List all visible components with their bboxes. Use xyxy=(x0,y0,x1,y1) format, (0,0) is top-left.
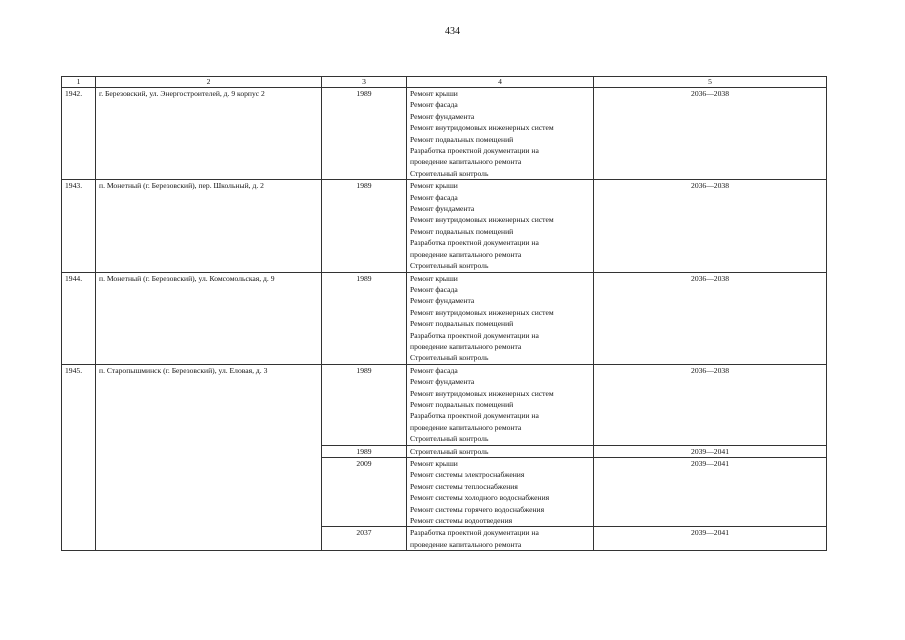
work-item: Ремонт системы холодного водоснабжения xyxy=(410,493,550,503)
row-year: 1989 xyxy=(322,445,407,457)
work-item: Ремонт фундамента xyxy=(410,377,475,387)
work-item: Ремонт фасада xyxy=(410,192,458,202)
table-row xyxy=(62,88,827,180)
work-item: Ремонт крыши xyxy=(410,89,458,98)
row-address: п. Монетный (г. Березовский), пер. Школьный, д. 2 xyxy=(96,180,322,272)
row-year: 1989 xyxy=(322,364,407,445)
header-col-2: 2 xyxy=(96,77,322,88)
work-item: Ремонт подвальных помещений xyxy=(410,226,514,236)
work-item: Ремонт крыши xyxy=(410,181,458,191)
work-item: Разработка проектной документации на xyxy=(410,528,539,538)
work-item: Ремонт фундамента xyxy=(410,296,475,306)
work-item: Ремонт фасада xyxy=(410,284,458,294)
row-number: 1944. xyxy=(62,272,96,364)
work-item: Ремонт фундамента xyxy=(410,204,475,214)
table-row xyxy=(62,272,827,364)
header-row xyxy=(62,77,827,88)
work-item: Ремонт внутридомовых инженерных систем xyxy=(410,307,554,317)
capital-repair-table xyxy=(61,76,827,551)
work-item: Разработка проектной документации на xyxy=(410,146,539,156)
row-works xyxy=(407,272,594,364)
work-item: Разработка проектной документации на xyxy=(410,238,539,248)
row-address: г. Березовский, ул. Энергостроителей, д. 9 корпус 2 xyxy=(96,88,322,180)
work-item: проведение капитального ремонта xyxy=(410,341,522,351)
work-item: Ремонт внутридомовых инженерных систем xyxy=(410,388,554,398)
work-item: Ремонт системы водоотведения xyxy=(410,516,513,526)
row-works xyxy=(407,527,594,551)
row-year: 1989 xyxy=(322,180,407,272)
work-item: Ремонт крыши xyxy=(410,459,458,468)
work-item: Ремонт внутридомовых инженерных систем xyxy=(410,215,554,225)
work-item: Разработка проектной документации на xyxy=(410,330,539,340)
work-item: Ремонт крыши xyxy=(410,273,458,283)
row-year: 2037 xyxy=(322,527,407,551)
work-item: Строительный контроль xyxy=(410,353,489,363)
header-col-3: 3 xyxy=(322,77,407,88)
work-item: Разработка проектной документации на xyxy=(410,411,539,421)
work-item: Ремонт системы электроснабжения xyxy=(410,470,525,480)
work-item: Ремонт внутридомовых инженерных систем xyxy=(410,123,554,133)
row-number: 1945. xyxy=(62,364,96,551)
header-col-5: 5 xyxy=(594,77,827,88)
work-item: Ремонт подвальных помещений xyxy=(410,399,514,409)
row-works xyxy=(407,364,594,445)
work-item: Строительный контроль xyxy=(410,168,489,178)
row-works xyxy=(407,458,594,527)
row-year: 1989 xyxy=(322,88,407,180)
row-period: 2039—2041 xyxy=(594,445,827,457)
page-number: 434 xyxy=(445,26,460,37)
work-item: проведение капитального ремонта xyxy=(410,539,522,549)
row-works xyxy=(407,180,594,272)
row-period: 2036—2038 xyxy=(594,88,827,180)
work-item: Ремонт системы теплоснабжения xyxy=(410,481,518,491)
work-item: проведение капитального ремонта xyxy=(410,157,522,167)
row-address: п. Старопышминск (г. Березовский), ул. Еловая, д. 3 xyxy=(96,364,322,551)
row-year: 1989 xyxy=(322,272,407,364)
row-number: 1942. xyxy=(62,88,96,180)
work-item: Ремонт фасада xyxy=(410,100,458,110)
row-address: п. Монетный (г. Березовский), ул. Комсомольская, д. 9 xyxy=(96,272,322,364)
row-period: 2036—2038 xyxy=(594,272,827,364)
work-item: Ремонт фасада xyxy=(410,365,458,375)
work-item: Ремонт фундамента xyxy=(410,111,475,121)
table-row xyxy=(62,364,827,445)
row-period: 2039—2041 xyxy=(594,527,827,551)
row-works xyxy=(407,445,594,457)
row-year: 2009 xyxy=(322,458,407,527)
row-works xyxy=(407,88,594,180)
row-number: 1943. xyxy=(62,180,96,272)
row-period: 2039—2041 xyxy=(594,458,827,527)
work-item: Строительный контроль xyxy=(410,446,489,456)
work-item: проведение капитального ремонта xyxy=(410,422,522,432)
row-period: 2036—2038 xyxy=(594,180,827,272)
work-item: Ремонт системы горячего водоснабжения xyxy=(410,504,545,514)
table-row xyxy=(62,180,827,272)
header-col-1: 1 xyxy=(62,77,96,88)
header-col-4: 4 xyxy=(407,77,594,88)
work-item: Строительный контроль xyxy=(410,434,489,444)
work-item: Строительный контроль xyxy=(410,261,489,271)
row-period: 2036—2038 xyxy=(594,364,827,445)
work-item: Ремонт подвальных помещений xyxy=(410,319,514,329)
work-item: проведение капитального ремонта xyxy=(410,249,522,259)
work-item: Ремонт подвальных помещений xyxy=(410,134,514,144)
